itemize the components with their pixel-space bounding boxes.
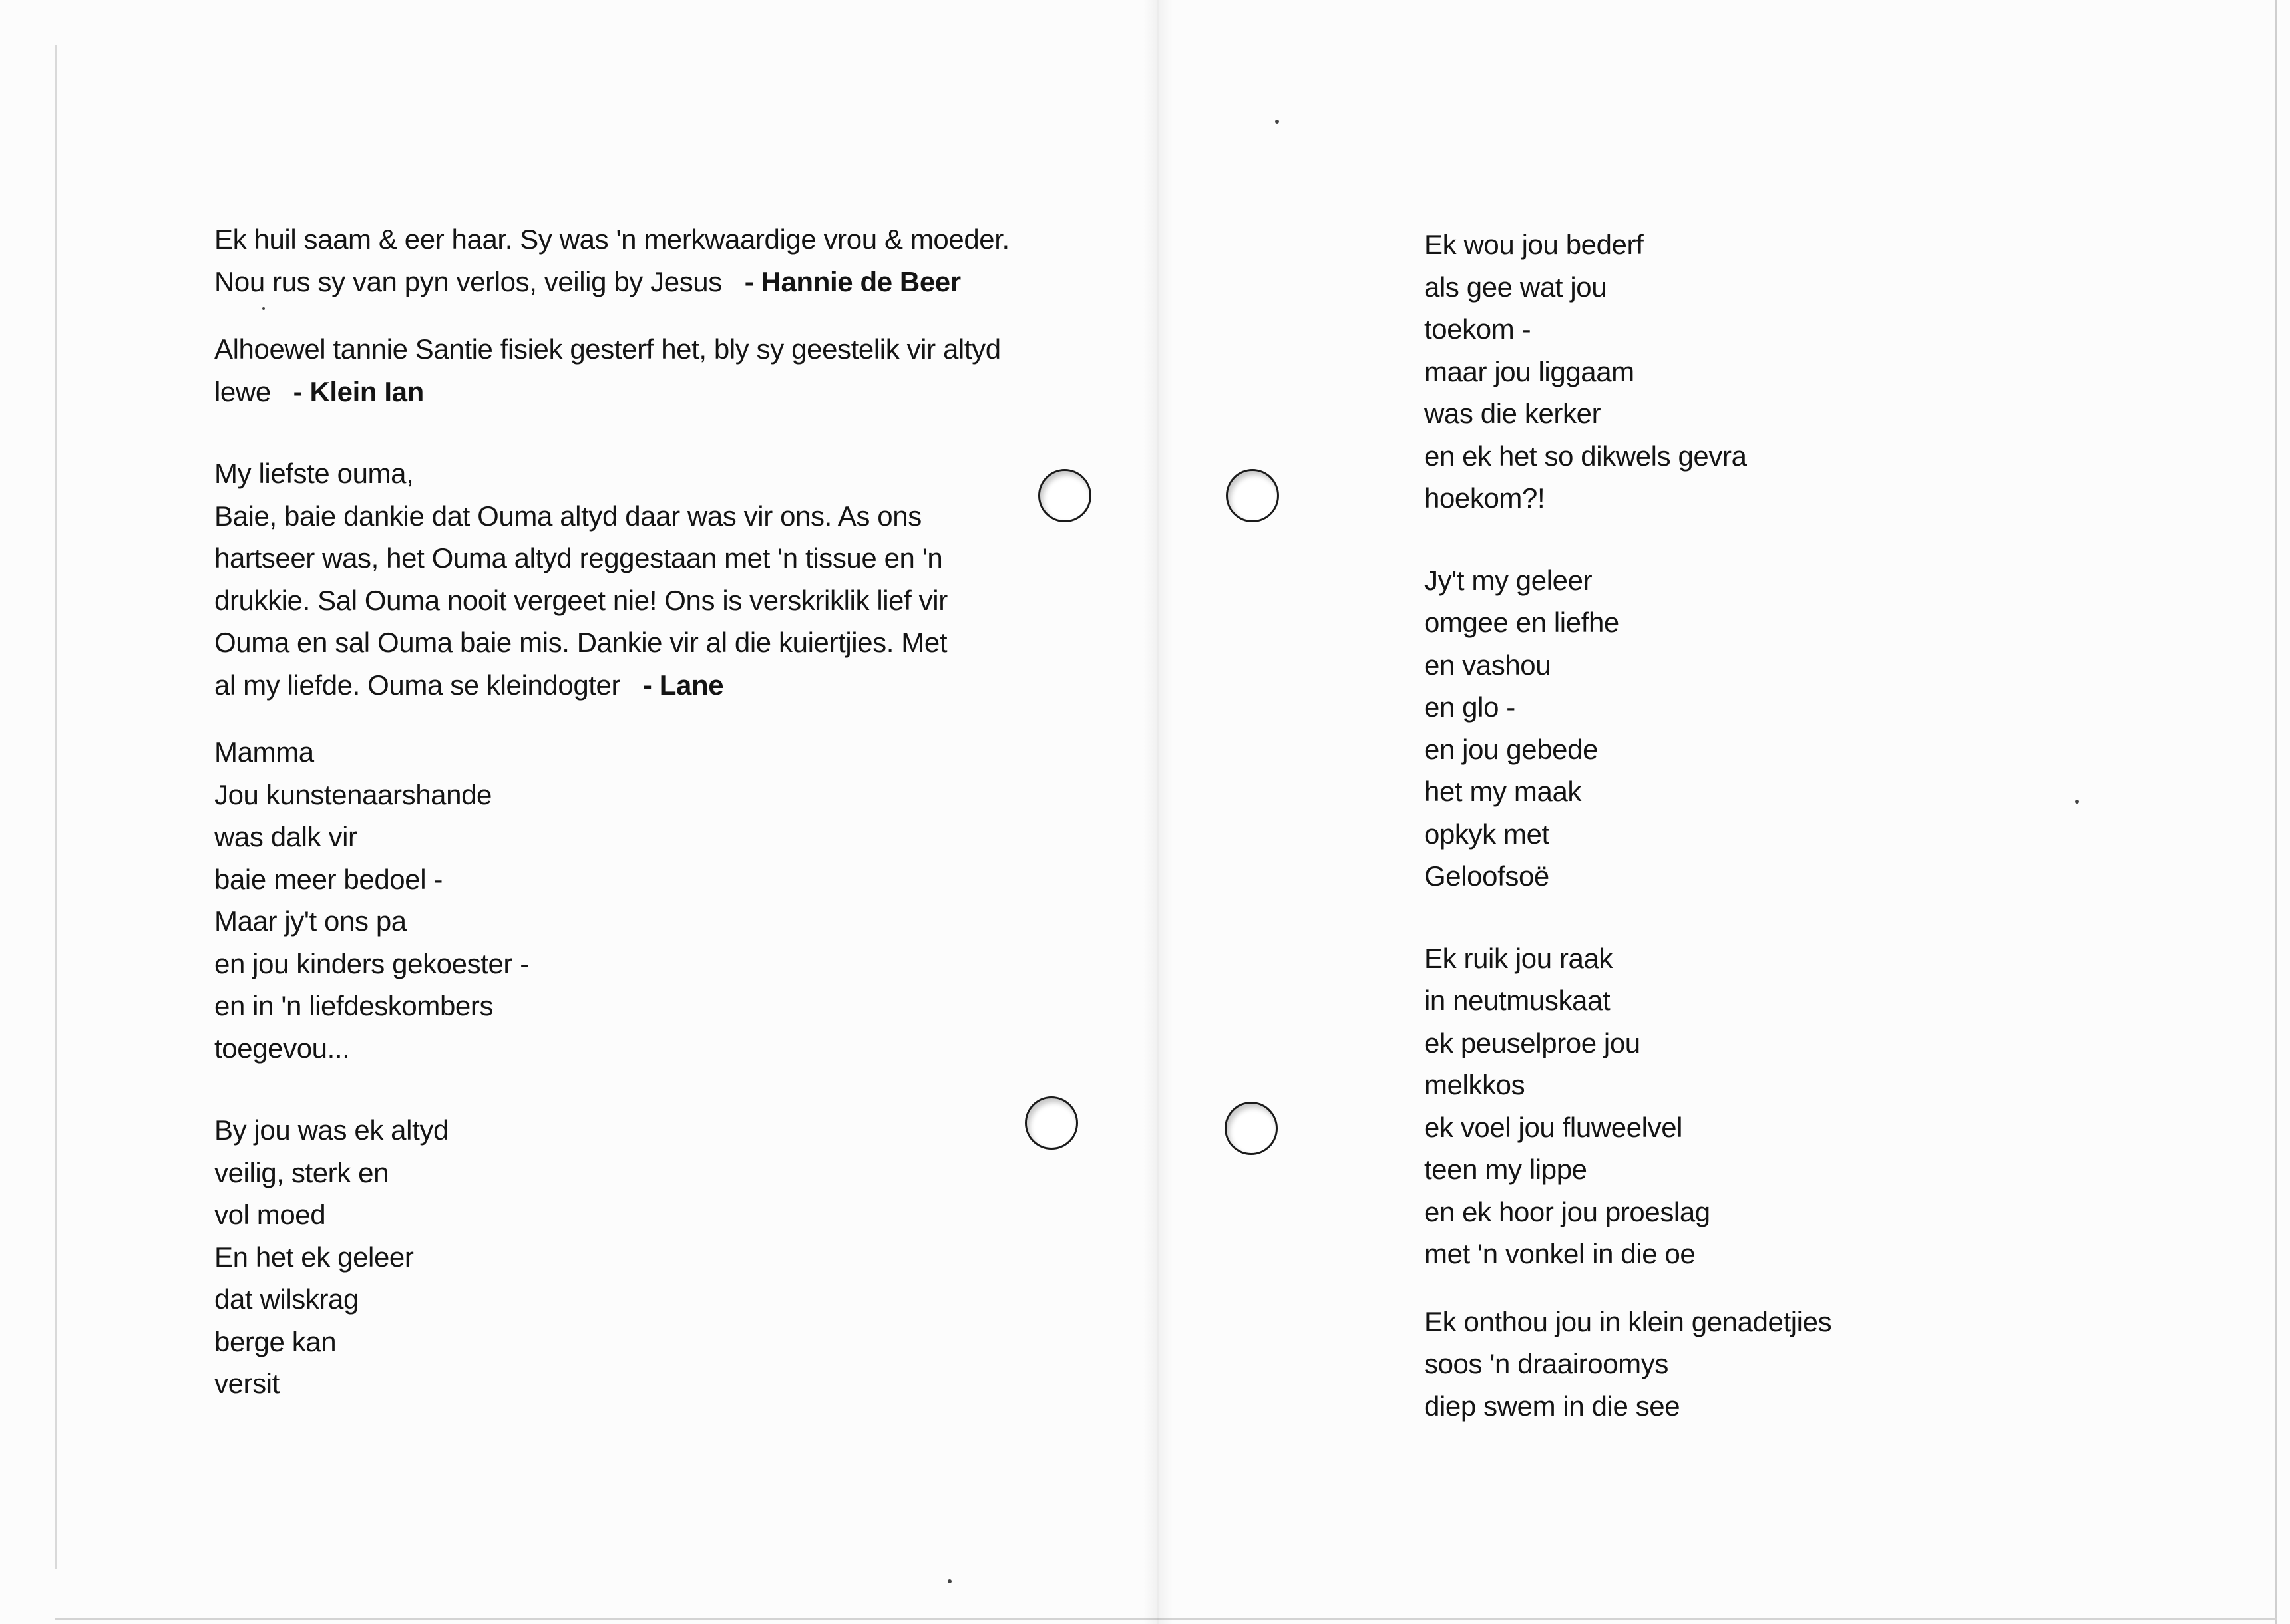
poem-line: en in 'n liefdeskombers bbox=[214, 990, 494, 1021]
tribute-line: Ek huil saam & eer haar. Sy was 'n merkwaardige vrou & moeder. bbox=[214, 224, 1010, 255]
poem-line: Ek wou jou bederf bbox=[1424, 229, 1644, 260]
poem-line: als gee wat jou bbox=[1424, 271, 1607, 303]
punch-hole bbox=[1038, 469, 1091, 522]
poem-line: Jou kunstenaarshande bbox=[214, 778, 492, 810]
poem-line: versit bbox=[214, 1368, 280, 1399]
poem-line: Maar jy't ons pa bbox=[214, 905, 407, 937]
poem-stanza bbox=[1424, 224, 2023, 520]
tribute-klein-ian bbox=[214, 328, 1046, 412]
poem-line: maar jou liggaam bbox=[1424, 355, 1634, 387]
right-page-edge bbox=[2275, 0, 2277, 1624]
tribute-line: drukkie. Sal Ouma nooit vergeet nie! Ons is verskriklik lief vir bbox=[214, 584, 948, 616]
tribute-line: Baie, baie dankie dat Ouma altyd daar was vir ons. As ons bbox=[214, 500, 922, 532]
poem-line: en ek hoor jou proeslag bbox=[1424, 1196, 1710, 1227]
punch-hole bbox=[1226, 469, 1279, 522]
poem-line: opkyk met bbox=[1424, 818, 1549, 850]
tribute-line bbox=[214, 261, 1046, 303]
tribute-text: lewe bbox=[214, 375, 271, 407]
tribute-author: - Hannie de Beer bbox=[744, 265, 961, 297]
tribute-line: Ouma en sal Ouma baie mis. Dankie vir al die kuiertjies. Met bbox=[214, 627, 948, 658]
poem-line: Ek ruik jou raak bbox=[1424, 942, 1613, 974]
poem-line: en glo - bbox=[1424, 691, 1515, 723]
paper-speck bbox=[948, 1579, 952, 1583]
tribute-author: - Klein Ian bbox=[293, 375, 424, 407]
poem-line: Geloofsoë bbox=[1424, 860, 1549, 892]
poem-line: melkkos bbox=[1424, 1069, 1525, 1100]
poem-line: ek voel jou fluweelvel bbox=[1424, 1111, 1683, 1143]
paper-speck bbox=[2075, 800, 2079, 804]
punch-hole bbox=[1225, 1102, 1278, 1155]
poem-line: was die kerker bbox=[1424, 398, 1601, 429]
poem-line: Mamma bbox=[214, 736, 314, 768]
poem-line: hoekom?! bbox=[1424, 482, 1545, 514]
poem-stanza bbox=[1424, 937, 2023, 1275]
poem-line: veilig, sterk en bbox=[214, 1156, 389, 1188]
poem-line: ek peuselproe jou bbox=[1424, 1027, 1640, 1058]
tribute-line: hartseer was, het Ouma altyd reggestaan met 'n tissue en 'n bbox=[214, 542, 943, 573]
poem-line: En het ek geleer bbox=[214, 1241, 414, 1273]
right-page-text bbox=[1424, 224, 2023, 1427]
poem-stanza bbox=[1424, 1301, 2023, 1428]
poem-line: soos 'n draairoomys bbox=[1424, 1348, 1668, 1379]
poem-line: Jy't my geleer bbox=[1424, 564, 1593, 596]
tribute-line: Alhoewel tannie Santie fisiek gesterf het, bly sy geestelik vir altyd bbox=[214, 333, 1001, 365]
poem-line: baie meer bedoel - bbox=[214, 863, 443, 895]
poem-line: het my maak bbox=[1424, 776, 1582, 807]
poem-line: was dalk vir bbox=[214, 821, 357, 852]
poem-line: omgee en liefhe bbox=[1424, 607, 1619, 638]
center-fold bbox=[1143, 0, 1173, 1624]
poem-line: dat wilskrag bbox=[214, 1283, 359, 1315]
poem-line: in neutmuskaat bbox=[1424, 985, 1611, 1016]
poem-by-jou bbox=[214, 1109, 1046, 1405]
left-page-text bbox=[214, 218, 1046, 1405]
tribute-author: - Lane bbox=[642, 669, 724, 701]
tribute-line bbox=[214, 371, 1046, 413]
poem-line: en jou gebede bbox=[1424, 733, 1599, 765]
tribute-text: al my liefde. Ouma se kleindogter bbox=[214, 669, 621, 701]
poem-line: teen my lippe bbox=[1424, 1154, 1587, 1185]
poem-line: toekom - bbox=[1424, 313, 1531, 345]
poem-mamma bbox=[214, 731, 1046, 1069]
tribute-hannie bbox=[214, 218, 1046, 303]
paper-speck bbox=[1275, 120, 1279, 124]
poem-stanza bbox=[1424, 560, 2023, 897]
tribute-line: My liefste ouma, bbox=[214, 458, 414, 489]
poem-line: Ek onthou jou in klein genadetjies bbox=[1424, 1305, 1832, 1337]
poem-line: By jou was ek altyd bbox=[214, 1114, 449, 1146]
tribute-line bbox=[214, 664, 1046, 707]
poem-line: en vashou bbox=[1424, 649, 1551, 681]
left-page-edge bbox=[55, 45, 57, 1569]
poem-line: met 'n vonkel in die oe bbox=[1424, 1238, 1696, 1269]
poem-line: en ek het so dikwels gevra bbox=[1424, 440, 1747, 472]
poem-line: en jou kinders gekoester - bbox=[214, 947, 529, 979]
poem-line: vol moed bbox=[214, 1199, 326, 1230]
poem-line: diep swem in die see bbox=[1424, 1390, 1680, 1422]
poem-line: berge kan bbox=[214, 1325, 337, 1357]
poem-line: toegevou... bbox=[214, 1032, 350, 1064]
tribute-lane bbox=[214, 452, 1046, 706]
tribute-text: Nou rus sy van pyn verlos, veilig by Jesus bbox=[214, 265, 722, 297]
